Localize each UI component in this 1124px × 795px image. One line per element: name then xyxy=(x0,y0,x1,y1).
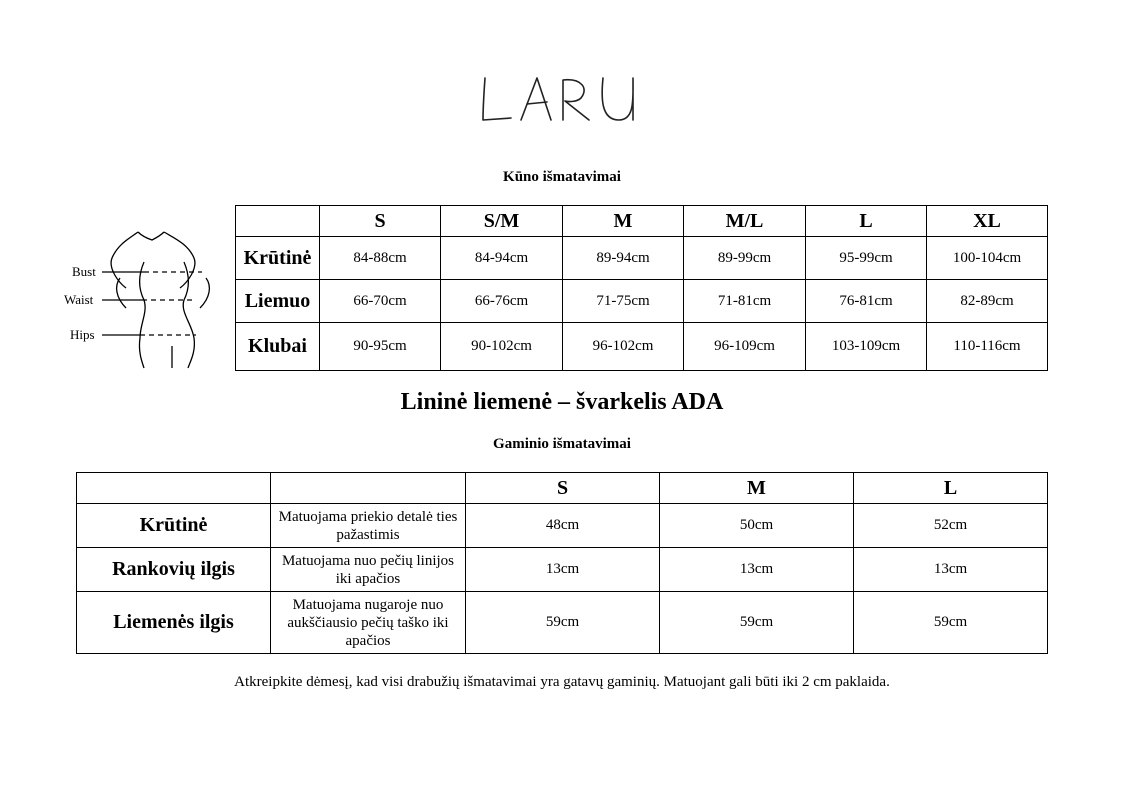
table-cell: 13cm xyxy=(854,548,1048,592)
row-label: Liemuo xyxy=(236,280,320,323)
size-header: L xyxy=(854,473,1048,504)
table-cell: 59cm xyxy=(660,592,854,654)
table-cell: 84-88cm xyxy=(320,237,441,280)
measurement-description: Matuojama priekio detalė ties pažastimis xyxy=(271,504,466,548)
size-header: L xyxy=(806,206,927,237)
table-row xyxy=(236,323,1048,371)
header-empty-cell xyxy=(271,473,466,504)
table-cell: 71-81cm xyxy=(684,280,806,323)
table-cell: 71-75cm xyxy=(563,280,684,323)
brand-logo xyxy=(0,68,1124,132)
product-measurements-title: Gaminio išmatavimai xyxy=(493,436,631,452)
table-cell: 90-95cm xyxy=(320,323,441,371)
size-header: M xyxy=(563,206,684,237)
table-header-row xyxy=(236,206,1048,237)
table-cell: 66-70cm xyxy=(320,280,441,323)
table-cell: 84-94cm xyxy=(441,237,563,280)
table-header-row xyxy=(77,473,1048,504)
row-label: Klubai xyxy=(236,323,320,371)
measurement-note: Atkreipkite dėmesį, kad visi drabužių išmatavimai yra gatavų gaminių. Matuojant gali būti iki 2 cm paklaida. xyxy=(234,674,890,690)
product-title: Lininė liemenė – švarkelis ADA xyxy=(400,389,724,415)
row-label: Krūtinė xyxy=(236,237,320,280)
laru-logo-mark xyxy=(477,68,647,132)
measurement-description: Matuojama nugaroje nuo aukščiausio pečių taško iki apačios xyxy=(271,592,466,654)
table-cell: 89-94cm xyxy=(563,237,684,280)
table-cell: 96-109cm xyxy=(684,323,806,371)
size-header: M/L xyxy=(684,206,806,237)
row-label: Liemenės ilgis xyxy=(77,592,271,654)
table-cell: 66-76cm xyxy=(441,280,563,323)
table-cell: 13cm xyxy=(466,548,660,592)
body-figure-illustration xyxy=(60,228,236,370)
table-cell: 82-89cm xyxy=(927,280,1048,323)
body-measurements-title: Kūno išmatavimai xyxy=(503,169,621,185)
hips-label: Hips xyxy=(70,327,95,342)
table-cell: 110-116cm xyxy=(927,323,1048,371)
table-row xyxy=(236,280,1048,323)
table-cell: 100-104cm xyxy=(927,237,1048,280)
header-empty-cell xyxy=(77,473,271,504)
bust-label: Bust xyxy=(72,264,96,279)
table-cell: 59cm xyxy=(466,592,660,654)
size-header: S xyxy=(320,206,441,237)
size-header: XL xyxy=(927,206,1048,237)
table-cell: 103-109cm xyxy=(806,323,927,371)
row-label: Rankovių ilgis xyxy=(77,548,271,592)
product-measurements-table xyxy=(76,472,1048,654)
size-header: M xyxy=(660,473,854,504)
table-cell: 96-102cm xyxy=(563,323,684,371)
size-header: S/M xyxy=(441,206,563,237)
row-label: Krūtinė xyxy=(77,504,271,548)
table-row xyxy=(77,548,1048,592)
waist-label: Waist xyxy=(64,292,94,307)
table-cell: 50cm xyxy=(660,504,854,548)
table-row xyxy=(77,592,1048,654)
table-row xyxy=(236,237,1048,280)
body-measurements-table xyxy=(235,205,1048,371)
table-cell: 89-99cm xyxy=(684,237,806,280)
table-row xyxy=(77,504,1048,548)
size-header: S xyxy=(466,473,660,504)
table-cell: 76-81cm xyxy=(806,280,927,323)
table-cell: 59cm xyxy=(854,592,1048,654)
table-cell: 95-99cm xyxy=(806,237,927,280)
measurement-description: Matuojama nuo pečių linijos iki apačios xyxy=(271,548,466,592)
table-cell: 90-102cm xyxy=(441,323,563,371)
table-cell: 13cm xyxy=(660,548,854,592)
header-empty-cell xyxy=(236,206,320,237)
table-cell: 48cm xyxy=(466,504,660,548)
table-cell: 52cm xyxy=(854,504,1048,548)
